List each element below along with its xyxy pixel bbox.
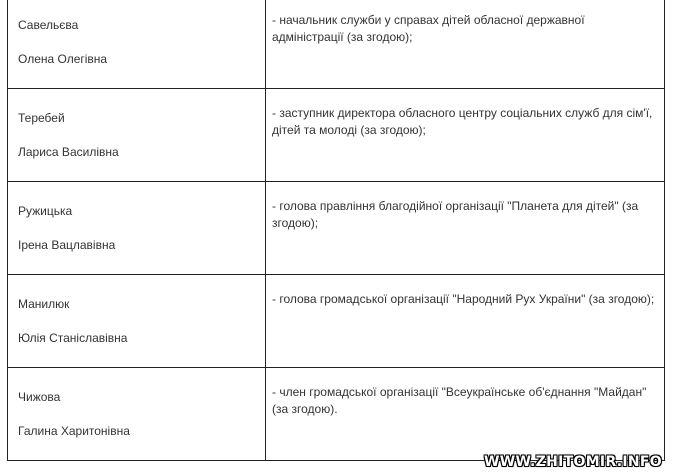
table-row xyxy=(8,89,665,182)
table-row xyxy=(8,182,665,275)
role-cell xyxy=(266,89,665,182)
role-text: - голова правління благодійної організації "Планета для дітей" (за згодою); xyxy=(272,199,639,230)
given-names: Олена Олегівна xyxy=(18,52,108,66)
table-row xyxy=(8,0,665,89)
name-cell xyxy=(8,0,266,89)
name-cell xyxy=(8,275,266,368)
role-text: - член громадської організації "Всеукраїнське об'єднання "Майдан" (за згодою). xyxy=(272,385,647,416)
site-watermark: WWW.ZHITOMIR.INFO xyxy=(483,454,662,470)
name-cell xyxy=(8,182,266,275)
name-cell xyxy=(8,368,266,461)
role-cell xyxy=(266,182,665,275)
surname: Ружицька xyxy=(18,204,73,218)
surname: Чижова xyxy=(18,390,61,404)
role-cell xyxy=(266,368,665,461)
role-cell xyxy=(266,0,665,89)
surname: Савельєва xyxy=(18,18,79,32)
table-row xyxy=(8,368,665,461)
name-cell xyxy=(8,89,266,182)
given-names: Ірена Вацлавівна xyxy=(18,238,116,252)
role-cell xyxy=(266,275,665,368)
role-text: - голова громадської організації "Народний Рух України" (за згодою); xyxy=(272,292,655,306)
members-table xyxy=(7,0,665,461)
surname: Манилюк xyxy=(18,297,70,311)
given-names: Галина Харитонівна xyxy=(18,424,130,438)
table-row xyxy=(8,275,665,368)
surname: Теребей xyxy=(18,111,65,125)
role-text: - начальник служби у справах дітей обласної державної адміністрації (за згодою); xyxy=(272,13,585,44)
given-names: Лариса Василівна xyxy=(18,145,119,159)
role-text: - заступник директора обласного центру соціальних служб для сім'ї, дітей та молоді (за згодою); xyxy=(272,106,653,137)
given-names: Юлія Станіславівна xyxy=(18,331,128,345)
